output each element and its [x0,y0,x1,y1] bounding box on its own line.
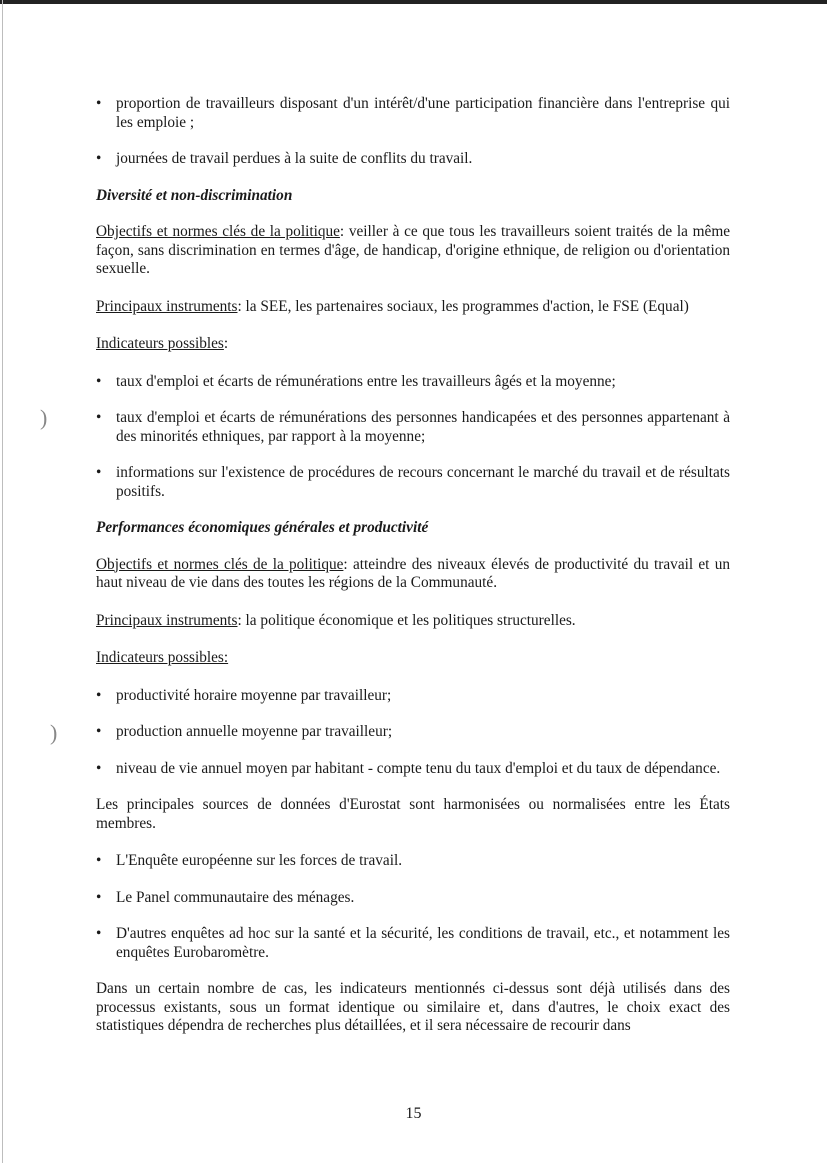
list-item [96,150,730,169]
bullet-icon: • [96,888,102,906]
section-heading: Diversité et non-discrimination [96,186,293,204]
list-item-text: journées de travail perdues à la suite de conflits du travail. [116,150,473,167]
indicators-label: Indicateurs possibles [96,335,224,352]
sources-intro: Les principales sources de données d'Eurostat sont harmonisées ou normalisées entre les États membres. [96,796,730,832]
list-item [96,760,730,779]
indicators-heading [96,335,730,354]
bullet-icon: • [96,925,102,942]
list-item-text: Le Panel communautaire des ménages. [116,888,355,906]
list-item [96,925,730,962]
scan-top-border [0,0,827,4]
objectives-label: Objectifs et normes clés de la politique [96,223,340,240]
document-page [96,95,730,1055]
list-item-text: niveau de vie annuel moyen par habitant - compte tenu du taux d'emploi et du taux de dépendance. [116,759,721,777]
list-item-text: informations sur l'existence de procédures de recours concernant le marché du travail et de résultats positifs. [116,464,730,500]
list-item-text: productivité horaire moyenne par travailleur; [116,686,392,704]
indicators-heading [96,649,730,668]
list-item-text: production annuelle moyenne par travailleur; [116,723,393,740]
instruments-label: Principaux instruments [96,297,238,315]
indicators-label: Indicateurs possibles: [96,649,229,666]
bullet-icon: • [96,95,102,112]
bullet-icon: • [96,150,102,167]
objectives-paragraph [96,223,730,279]
objectives-text: : atteindre des niveaux élevés de productivité du travail et un haut niveau de vie dans des toutes les régions de la Communauté. [96,555,730,591]
scan-artifact-mark: ) [50,720,58,745]
bullet-icon: • [96,464,102,481]
objectives-label: Objectifs et normes clés de la politique [96,555,344,573]
section-heading: Performances économiques générales et productivité [96,519,429,536]
list-item [96,852,730,871]
scan-artifact-mark: ) [40,405,48,430]
objectives-text: : veiller à ce que tous les travailleurs soient traités de la même façon, sans discrimination en termes d'âge, de handicap, d'origine ethnique, de religion ou d'orientation sexuelle. [96,223,731,277]
list-item [96,687,730,706]
closing-paragraph: Dans un certain nombre de cas, les indicateurs mentionnés ci-dessus sont déjà utilisés dans des processus existants, sous un format identique ou similaire et, dans d'autres, le choix exact des statistiques dépendra de recherches plus détaillées, et il sera nécessaire de recourir dans [96,980,730,1034]
instruments-text: : la politique économique et les politiques structurelles. [237,611,576,629]
bullet-icon: • [96,759,102,777]
instruments-paragraph [96,298,730,317]
instruments-text: : la SEE, les partenaires sociaux, les programmes d'action, le FSE (Equal) [237,297,689,315]
list-item [96,373,730,392]
bullet-icon: • [96,409,102,426]
bullet-icon: • [96,852,102,869]
list-item [96,409,730,446]
list-item [96,889,730,908]
list-item-text: taux d'emploi et écarts de rémunérations entre les travailleurs âgés et la moyenne; [116,372,616,390]
scan-left-border [2,0,3,1163]
bullet-icon: • [96,372,102,390]
list-item-text: proportion de travailleurs disposant d'un intérêt/d'une participation financière dans l'entreprise qui les emploie ; [116,95,730,131]
list-item [96,723,730,742]
instruments-label: Principaux instruments [96,611,238,629]
list-item-text: taux d'emploi et écarts de rémunérations des personnes handicapées et des personnes appartenant à des minorités ethniques, par rapport à la moyenne; [116,409,730,445]
list-item-text: D'autres enquêtes ad hoc sur la santé et la sécurité, les conditions de travail, etc., et notamment les enquêtes Eurobaromètre. [116,925,730,961]
bullet-icon: • [96,686,102,704]
bullet-icon: • [96,723,102,740]
list-item [96,464,730,501]
indicators-suffix: : [223,335,229,352]
instruments-paragraph [96,612,730,631]
list-item-text: L'Enquête européenne sur les forces de travail. [116,852,403,869]
page-number: 15 [405,1105,422,1122]
list-item [96,95,730,132]
objectives-paragraph [96,556,730,593]
